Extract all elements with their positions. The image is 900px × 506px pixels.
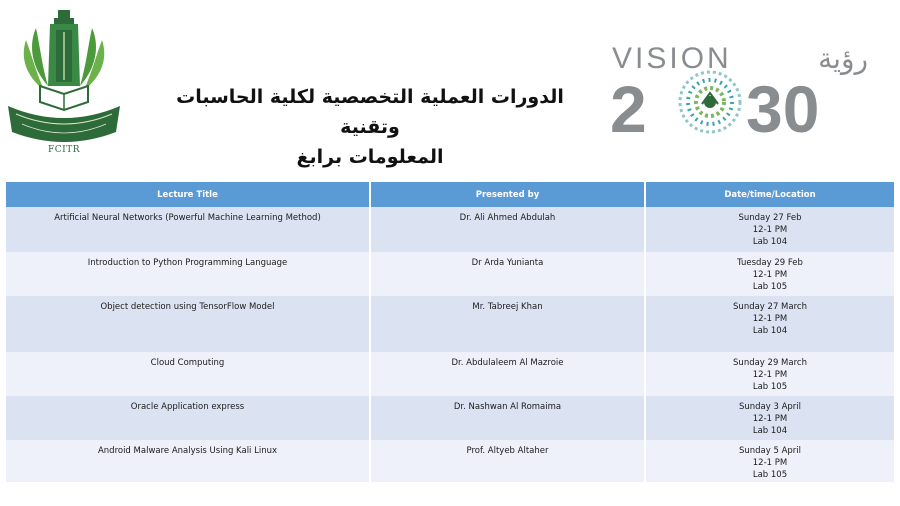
presenter-cell: Dr. Ali Ahmed Abdulah bbox=[370, 207, 645, 252]
table-row bbox=[6, 252, 894, 296]
page-title-line-2: المعلومات برابغ bbox=[296, 146, 444, 168]
time-text: 12-1 PM bbox=[752, 225, 788, 235]
table-row bbox=[6, 440, 894, 482]
lectures-table bbox=[6, 182, 894, 482]
time-text: 12-1 PM bbox=[752, 270, 788, 280]
time-text: 12-1 PM bbox=[752, 370, 788, 380]
location-text: Lab 104 bbox=[752, 237, 788, 247]
column-header-presented-by: Presented by bbox=[370, 182, 645, 207]
kau-logo bbox=[6, 6, 122, 154]
vision-year-start: 2 bbox=[610, 72, 647, 146]
date-text: Tuesday 29 Feb bbox=[737, 258, 803, 268]
table-row bbox=[6, 296, 894, 352]
presenter-cell: Dr Arda Yunianta bbox=[370, 252, 645, 296]
page-title bbox=[150, 82, 590, 172]
lecture-title-cell: Android Malware Analysis Using Kali Linux bbox=[6, 440, 370, 482]
date-time-location-cell bbox=[645, 440, 894, 482]
column-header-lecture-title: Lecture Title bbox=[6, 182, 370, 207]
date-text: Sunday 27 March bbox=[733, 302, 807, 312]
kau-university-emblem-icon bbox=[6, 6, 122, 154]
lecture-title-cell: Object detection using TensorFlow Model bbox=[6, 296, 370, 352]
table-row bbox=[6, 396, 894, 440]
table-header-row bbox=[6, 182, 894, 207]
column-header-date-time-location: Date/time/Location bbox=[645, 182, 894, 207]
page-title-line-1: الدورات العملية التخصصية لكلية الحاسبات وتقنية bbox=[176, 86, 564, 138]
saudi-vision-2030-logo-icon bbox=[610, 36, 880, 146]
vision-2030-logo bbox=[610, 36, 880, 146]
date-time-location-cell bbox=[645, 207, 894, 252]
table-row bbox=[6, 207, 894, 252]
date-time-location-cell bbox=[645, 396, 894, 440]
page-header bbox=[0, 0, 900, 182]
time-text: 12-1 PM bbox=[752, 414, 788, 424]
location-text: Lab 105 bbox=[752, 382, 788, 392]
date-text: Sunday 29 March bbox=[733, 358, 807, 368]
lecture-title-cell: Artificial Neural Networks (Powerful Machine Learning Method) bbox=[6, 207, 370, 252]
lecture-title-cell: Introduction to Python Programming Language bbox=[6, 252, 370, 296]
date-time-location-cell bbox=[645, 296, 894, 352]
date-text: Sunday 3 April bbox=[738, 402, 802, 412]
lecture-title-cell: Oracle Application express bbox=[6, 396, 370, 440]
presenter-cell: Dr. Nashwan Al Romaima bbox=[370, 396, 645, 440]
time-text: 12-1 PM bbox=[752, 458, 788, 468]
vision-year-end: 30 bbox=[746, 72, 820, 146]
fcitr-label: FCITR bbox=[48, 145, 80, 155]
presenter-cell: Prof. Altyeb Altaher bbox=[370, 440, 645, 482]
date-time-location-cell bbox=[645, 252, 894, 296]
table-row bbox=[6, 352, 894, 396]
location-text: Lab 105 bbox=[752, 282, 788, 292]
vision-text: VISION bbox=[612, 42, 732, 75]
location-text: Lab 104 bbox=[752, 426, 788, 436]
location-text: Lab 104 bbox=[752, 326, 788, 336]
location-text: Lab 105 bbox=[752, 470, 788, 480]
lecture-title-cell: Cloud Computing bbox=[6, 352, 370, 396]
time-text: 12-1 PM bbox=[752, 314, 788, 324]
date-text: Sunday 27 Feb bbox=[738, 213, 802, 223]
date-text: Sunday 5 April bbox=[738, 446, 802, 456]
date-time-location-cell bbox=[645, 352, 894, 396]
presenter-cell: Mr. Tabreej Khan bbox=[370, 296, 645, 352]
vision-arabic-text: رؤية bbox=[818, 42, 868, 75]
presenter-cell: Dr. Abdulaleem Al Mazroie bbox=[370, 352, 645, 396]
